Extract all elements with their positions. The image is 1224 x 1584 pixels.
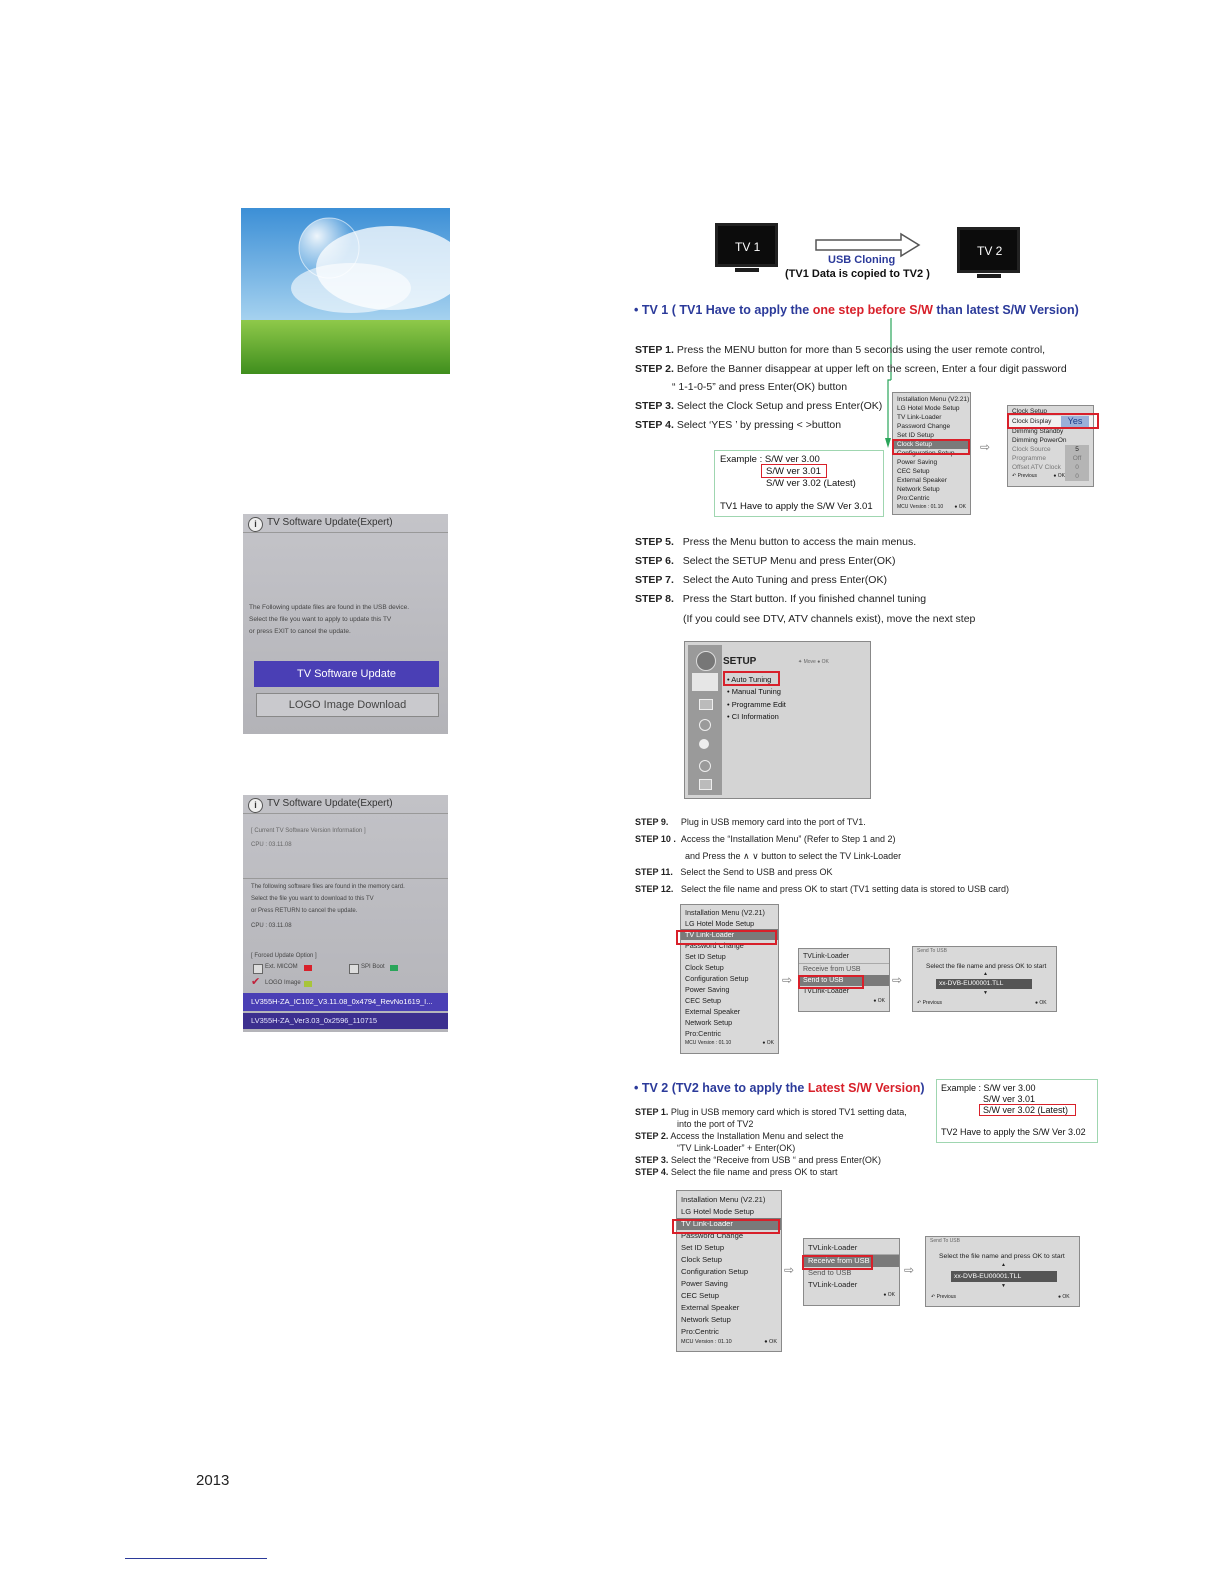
up-arrow-icon[interactable]: ▲: [983, 971, 988, 977]
loader-ok-label[interactable]: ● OK: [883, 1292, 895, 1298]
installation-menu-3: [676, 1190, 782, 1352]
menu-item[interactable]: Network Setup: [681, 1315, 731, 1324]
menu-item[interactable]: Pro:Centric: [897, 495, 930, 502]
info-line-1: The Following update files are found in the USB device.: [249, 604, 410, 611]
dialog-title: Send To USB: [917, 948, 947, 954]
clock-row-label: Clock Source: [1012, 446, 1051, 453]
step-7: [635, 574, 887, 586]
menu-item[interactable]: CEC Setup: [897, 468, 930, 475]
tv2-step-4-key: STEP 4.: [635, 1167, 669, 1177]
menu-footer-ok: ● OK: [764, 1339, 777, 1345]
spi-boot-label: SPI Boot: [361, 964, 385, 970]
setup-item-programme-edit[interactable]: • Programme Edit: [727, 700, 786, 709]
step-12-key: STEP 12.: [635, 884, 674, 894]
tv2-step-1: [635, 1107, 907, 1117]
menu-item[interactable]: TV Link-Loader: [897, 414, 942, 421]
lock-icon[interactable]: [699, 760, 711, 772]
down-arrow-icon[interactable]: ▼: [1001, 1283, 1006, 1289]
tv2-stand: [977, 274, 1001, 278]
clock-setup-highlight: [892, 439, 970, 455]
screen-title: TV Software Update(Expert): [267, 798, 393, 809]
up-arrow-icon[interactable]: ▲: [1001, 1262, 1006, 1268]
logo-image-checkmark-icon[interactable]: ✔: [251, 976, 261, 988]
setup-item-manual-tuning[interactable]: • Manual Tuning: [727, 687, 781, 696]
tv1-heading-highlight: one step before S/W: [812, 303, 933, 317]
footer-line: [125, 1558, 267, 1559]
tv2-step-2-cont: [677, 1143, 795, 1153]
send-to-usb-dialog-2: [925, 1236, 1080, 1307]
step-6-text: Select the SETUP Menu and press Enter(OK): [682, 555, 896, 567]
menu-item[interactable]: CEC Setup: [685, 996, 721, 1005]
footer-year: 2013: [196, 1472, 230, 1489]
loader-title: TVLink-Loader: [804, 1241, 899, 1255]
example-line-1: Example : S/W ver 3.00: [941, 1083, 1036, 1093]
menu-footer: [681, 1039, 778, 1048]
menu-item[interactable]: LG Hotel Mode Setup: [681, 1207, 755, 1216]
audio-icon[interactable]: [699, 719, 711, 731]
example-highlight-box: [761, 464, 827, 478]
tv2-step-2-key: STEP 2.: [635, 1131, 669, 1141]
cpu-version: CPU : 03.11.08: [251, 923, 292, 929]
step-11: [635, 867, 832, 877]
step-5: [635, 536, 916, 548]
step-3: [635, 400, 882, 412]
menu-item[interactable]: LG Hotel Mode Setup: [897, 405, 960, 412]
clock-row-label: Offset ATV Clock: [1012, 464, 1061, 471]
menu-footer-version: MCU Version : 01.10: [681, 1339, 732, 1345]
tv1-label: TV 1: [735, 240, 761, 254]
menu-title: Installation Menu (V2.21): [681, 1195, 766, 1204]
tv1-heading-c: than latest S/W Version): [932, 303, 1079, 317]
clock-row-value: 0: [1065, 472, 1089, 481]
receive-from-usb-highlight: [802, 1255, 873, 1270]
step-4-text: Select ‘YES ’ by pressing < >button: [673, 419, 842, 431]
clock-title: Clock Setup: [1012, 408, 1048, 415]
step-12-text: Select the file name and press OK to start (TV1 setting data is stored to USB card): [680, 884, 1010, 894]
wallpaper-image: [241, 208, 450, 374]
tv1-stand: [735, 268, 759, 272]
setup-item-ci-information[interactable]: • CI Information: [727, 712, 779, 721]
tv2-step-1-text: Plug in USB memory card which is stored TV1 setting data,: [668, 1107, 907, 1117]
menu-item[interactable]: Password Change: [681, 1231, 744, 1240]
file-row-selected[interactable]: LV355H-ZA_IC102_V3.11.08_0x4794_RevNo1619_I...: [243, 993, 448, 1011]
loader-item-receive[interactable]: Receive from USB: [803, 966, 861, 973]
tv1-icon: [715, 223, 778, 267]
dialog-prev[interactable]: ↶ Previous: [917, 1000, 943, 1006]
menu-item[interactable]: Pro:Centric: [685, 1029, 721, 1038]
dialog-file[interactable]: xx-DVB-EU00001.TLL: [936, 979, 1032, 989]
step-2-text: Before the Banner disappear at upper left on the screen, Enter a four digit password: [673, 363, 1067, 375]
menu-title: Installation Menu (V2.21): [897, 396, 970, 403]
picture-icon[interactable]: [699, 699, 713, 710]
menu-item[interactable]: Password Change: [897, 423, 951, 430]
tvlink-loader-menu-2: [803, 1238, 900, 1306]
info-line-2: Select the file you want to download to this TV: [251, 896, 374, 902]
step-1-key: STEP 1.: [635, 344, 674, 356]
example-line-1: Example : S/W ver 3.00: [720, 454, 820, 465]
tv2-step-1-key: STEP 1.: [635, 1107, 669, 1117]
menu-footer-ok: ● OK: [954, 504, 966, 510]
clock-ok[interactable]: ● OK: [1053, 473, 1065, 479]
setup-sidebar-icon-selected[interactable]: [692, 673, 718, 691]
step-2: [635, 363, 1067, 375]
step-10-cont-text: and Press the ∧ ∨ button to select the TV Link-Loader: [685, 851, 902, 861]
logo-image-download-button[interactable]: LOGO Image Download: [256, 693, 439, 717]
info-line-3: or press EXIT to cancel the update.: [249, 628, 351, 635]
step-11-text: Select the Send to USB and press OK: [680, 867, 833, 877]
step-8-cont: [683, 613, 975, 625]
tv2-step-2-cont-text: “TV Link-Loader” + Enter(OK): [677, 1143, 796, 1153]
clock-row-label: Dimming PowerOn: [1012, 437, 1067, 444]
step-10-cont: [685, 851, 901, 862]
dialog-prev[interactable]: ↶ Previous: [931, 1294, 957, 1300]
spi-boot-green-swatch: [390, 965, 398, 971]
tv2-step-1-cont: [677, 1119, 753, 1129]
next-arrow-icon: ⇨: [892, 973, 903, 987]
menu-item-selected[interactable]: Clock Setup: [893, 440, 970, 449]
setup-hint: ✦ Move ● OK: [798, 659, 829, 665]
screen-title: TV Software Update(Expert): [267, 517, 393, 528]
clock-row-label: Programme: [1012, 455, 1046, 462]
tv1-heading: [634, 303, 1079, 317]
logo-image-swatch: [304, 981, 312, 987]
menu-footer-version: MCU Version : 01.10: [897, 504, 944, 510]
option-icon[interactable]: [699, 779, 712, 790]
current-version-value: CPU : 03.11.08: [251, 842, 292, 848]
tv2-icon: [957, 227, 1020, 273]
menu-item[interactable]: Password Change: [685, 941, 744, 950]
tv1-example-box: [714, 450, 884, 517]
info-line-3: or Press RETURN to cancel the update.: [251, 908, 358, 914]
auto-tuning-highlight: [723, 671, 780, 686]
next-arrow-icon: ⇨: [904, 1263, 915, 1277]
clock-row-value: Off: [1065, 454, 1089, 463]
usb-cloning-label: USB Cloning: [828, 254, 896, 266]
menu-item[interactable]: Power Saving: [681, 1279, 728, 1288]
logo-image-label: LOGO Image: [265, 980, 301, 986]
step-7-key: STEP 7.: [635, 574, 674, 586]
menu-item[interactable]: Pro:Centric: [681, 1327, 719, 1336]
setup-gear-icon: [696, 651, 716, 671]
dialog-title: Send To USB: [930, 1238, 960, 1244]
example-line-2: S/W ver 3.01: [983, 1094, 1036, 1104]
clock-display-label: Clock Display: [1012, 418, 1052, 425]
example-line-4: TV2 Have to apply the S/W Ver 3.02: [941, 1127, 1086, 1137]
ext-micom-checkbox[interactable]: [253, 964, 263, 974]
menu-item[interactable]: Clock Setup: [685, 963, 724, 972]
step-9-text: Plug in USB memory card into the port of TV1.: [680, 817, 866, 827]
step-9: [635, 817, 866, 827]
title-divider: [243, 813, 448, 814]
current-version-label: [ Current TV Software Version Information ]: [251, 828, 366, 834]
dialog-ok[interactable]: ● OK: [1035, 1000, 1047, 1006]
section-divider: [243, 878, 448, 879]
loader-item-send[interactable]: Send to USB: [808, 1268, 852, 1277]
loader-ok: [804, 1291, 899, 1300]
tv2-heading-a: • TV 2 (TV2 have to apply the: [634, 1081, 808, 1095]
step-7-text: Select the Auto Tuning and press Enter(OK): [682, 574, 887, 586]
step-2-cont-text: “ 1-1-0-5” and press Enter(OK) button: [672, 381, 848, 393]
menu-footer: [677, 1338, 781, 1347]
installation-menu-2: [680, 904, 779, 1054]
tv2-step-3: [635, 1155, 881, 1165]
step-2-key: STEP 2.: [635, 363, 674, 375]
tv-link-loader-highlight: [676, 930, 777, 945]
next-arrow-icon: ⇨: [980, 440, 991, 454]
info-line-1: The following software files are found in the memory card.: [251, 884, 405, 890]
setup-menu: [684, 641, 871, 799]
menu-item[interactable]: Set ID Setup: [685, 952, 726, 961]
dialog-file[interactable]: xx-DVB-EU00001.TLL: [951, 1271, 1057, 1282]
menu-item[interactable]: External Speaker: [897, 477, 947, 484]
step-3-text: Select the Clock Setup and press Enter(OK): [673, 400, 883, 412]
setup-sidebar: [688, 645, 722, 795]
clock-row-value: 5: [1065, 445, 1089, 454]
software-update-screen: [243, 514, 448, 734]
step-1-text: Press the MENU button for more than 5 seconds using the user remote control,: [673, 344, 1046, 356]
example-highlight-box: [979, 1104, 1076, 1116]
example-line-4: TV1 Have to apply the S/W Ver 3.01: [720, 501, 873, 512]
tv2-step-4-text: Select the file name and press OK to start: [668, 1167, 838, 1177]
menu-item[interactable]: LG Hotel Mode Setup: [685, 919, 755, 928]
menu-item[interactable]: External Speaker: [681, 1303, 740, 1312]
menu-item[interactable]: Configuration Setup: [685, 974, 749, 983]
ext-micom-red-swatch: [304, 965, 312, 971]
step-10-key: STEP 10 .: [635, 834, 676, 844]
step-5-key: STEP 5.: [635, 536, 674, 548]
menu-footer-version: MCU Version : 01.10: [685, 1040, 732, 1046]
title-divider: [243, 532, 448, 533]
step-9-key: STEP 9.: [635, 817, 669, 827]
menu-item-selected[interactable]: TV Link-Loader: [677, 1218, 781, 1230]
step-8-cont-text: (If you could see DTV, ATV channels exist), move the next step: [683, 613, 976, 625]
clock-prev[interactable]: ↶ Previous: [1012, 473, 1038, 479]
tv2-heading: [634, 1081, 925, 1095]
clock-row-label: Dimming Standby: [1012, 428, 1064, 435]
menu-item[interactable]: Power Saving: [685, 985, 730, 994]
clock-display-value[interactable]: Yes: [1061, 416, 1089, 427]
send-to-usb-dialog-1: [912, 946, 1057, 1012]
menu-item[interactable]: Configuration Setup: [897, 450, 955, 457]
tv2-label: TV 2: [977, 244, 1003, 258]
tv2-step-2: [635, 1131, 843, 1141]
tv2-step-3-text: Select the “Receive from USB “ and press Enter(OK): [668, 1155, 881, 1165]
loader-ok: [799, 997, 889, 1006]
next-arrow-icon: ⇨: [782, 973, 793, 987]
tv2-step-4: [635, 1167, 837, 1177]
menu-item-selected[interactable]: TV Link-Loader: [681, 929, 778, 940]
info-icon: i: [248, 517, 263, 532]
spi-boot-checkbox[interactable]: [349, 964, 359, 974]
loader-item[interactable]: TVLink-Loader: [803, 988, 849, 995]
step-10: [635, 834, 895, 844]
menu-item[interactable]: Configuration Setup: [681, 1267, 749, 1276]
tv2-heading-highlight: Latest S/W Version: [807, 1081, 921, 1095]
time-icon[interactable]: [699, 739, 709, 749]
menu-item[interactable]: External Speaker: [685, 1007, 741, 1016]
step-4: [635, 419, 841, 431]
software-file-list-screen: [243, 795, 448, 1032]
forced-update-label: [ Forced Update Option ]: [251, 953, 317, 959]
menu-footer-ok: ● OK: [762, 1040, 774, 1046]
step-3-key: STEP 3.: [635, 400, 674, 412]
setup-title: SETUP: [723, 656, 757, 667]
loader-ok-label[interactable]: ● OK: [873, 998, 885, 1004]
example-line-3: S/W ver 3.02 (Latest): [983, 1105, 1069, 1115]
step-5-text: Press the Menu button to access the main menus.: [682, 536, 917, 548]
info-icon: i: [248, 798, 263, 813]
send-to-usb-highlight: [798, 975, 864, 989]
clock-display-highlight: [1007, 413, 1099, 429]
step-1: [635, 344, 1045, 356]
step-12: [635, 884, 1009, 894]
step-10-text: Access the “Installation Menu” (Refer to Step 1 and 2): [680, 834, 896, 844]
menu-item[interactable]: Set ID Setup: [897, 432, 934, 439]
step-8-text: Press the Start button. If you finished channel tuning: [682, 593, 927, 605]
loader-item-send-selected[interactable]: Send to USB: [799, 975, 889, 986]
ext-micom-label: Ext. MICOM: [265, 964, 298, 970]
step-4-key: STEP 4.: [635, 419, 674, 431]
info-line-2: Select the file you want to apply to update this TV: [249, 616, 392, 623]
menu-item[interactable]: Clock Setup: [681, 1255, 722, 1264]
next-arrow-icon: ⇨: [784, 1263, 795, 1277]
example-line-2: S/W ver 3.01: [766, 466, 821, 477]
tv2-step-2-text: Access the Installation Menu and select the: [668, 1131, 844, 1141]
menu-item[interactable]: Network Setup: [897, 486, 940, 493]
down-arrow-icon[interactable]: ▼: [983, 990, 988, 996]
loader-item-receive-selected[interactable]: Receive from USB: [804, 1255, 899, 1267]
example-line-3: S/W ver 3.02 (Latest): [766, 478, 856, 489]
tv2-step-3-key: STEP 3.: [635, 1155, 669, 1165]
menu-footer: [893, 503, 970, 512]
step-6: [635, 555, 896, 567]
menu-item[interactable]: CEC Setup: [681, 1291, 719, 1300]
tv2-example-box: [936, 1079, 1098, 1143]
dialog-prompt: Select the file name and press OK to start: [939, 1253, 1065, 1260]
tv2-step-1-cont-text: into the port of TV2: [677, 1119, 754, 1129]
file-row[interactable]: LV355H-ZA_Ver3.03_0x2596_110715: [243, 1013, 448, 1029]
menu-item[interactable]: Network Setup: [685, 1018, 733, 1027]
step-11-key: STEP 11.: [635, 867, 673, 877]
clock-row-value: 0: [1065, 463, 1089, 472]
cloning-caption: (TV1 Data is copied to TV2 ): [785, 268, 930, 280]
tv-link-loader-highlight: [672, 1219, 780, 1234]
loader-item[interactable]: TVLink-Loader: [808, 1280, 858, 1289]
loader-title: TVLink-Loader: [799, 951, 889, 964]
dialog-prompt: Select the file name and press OK to start: [926, 963, 1047, 970]
step-8: [635, 593, 926, 605]
menu-item[interactable]: Set ID Setup: [681, 1243, 725, 1252]
tv2-heading-c: ): [920, 1081, 925, 1095]
step-2-cont: [672, 381, 847, 393]
tv1-heading-a: • TV 1 ( TV1 Have to apply the: [634, 303, 813, 317]
dialog-ok[interactable]: ● OK: [1058, 1294, 1070, 1300]
step-8-key: STEP 8.: [635, 593, 674, 605]
menu-item[interactable]: Power Saving: [897, 459, 938, 466]
setup-item-auto-tuning[interactable]: • Auto Tuning: [727, 675, 772, 684]
tv-software-update-button[interactable]: TV Software Update: [254, 661, 439, 687]
step-6-key: STEP 6.: [635, 555, 674, 567]
menu-title: Installation Menu (V2.21): [685, 908, 765, 917]
